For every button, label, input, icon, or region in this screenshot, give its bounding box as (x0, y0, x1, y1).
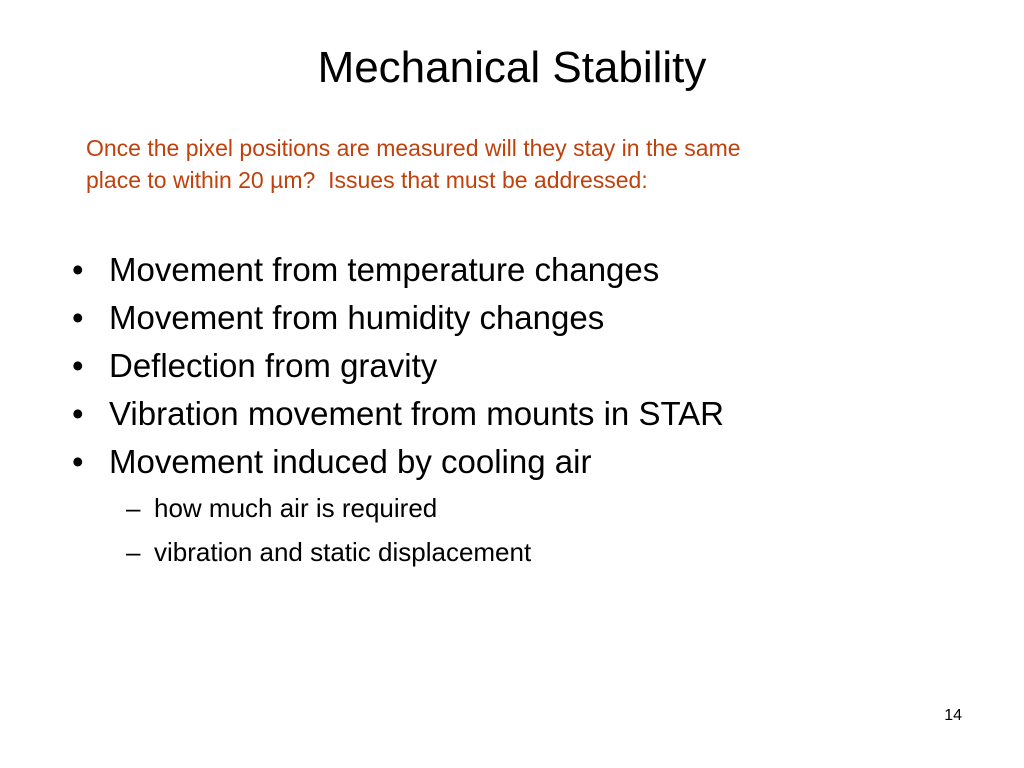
bullet-text: Movement induced by cooling air (109, 443, 592, 480)
bullet-marker: • (72, 395, 84, 432)
intro-text (86, 132, 916, 196)
bullet-text: Movement from humidity changes (109, 299, 605, 336)
sub-bullet-marker: – (126, 493, 141, 523)
bullet-marker: • (72, 251, 84, 288)
sub-bullet-text: vibration and static displacement (154, 537, 532, 567)
intro-line: place to within 20 µm? Issues that must be addressed: (86, 167, 648, 193)
bullet-item (0, 438, 1024, 486)
sub-bullet-text: how much air is required (154, 493, 438, 523)
bullet-item (0, 342, 1024, 390)
bullet-text: Deflection from gravity (109, 347, 438, 384)
bullet-item (0, 390, 1024, 438)
sub-bullet-item (0, 530, 1024, 574)
bullet-marker: • (72, 347, 84, 384)
bullet-list (0, 246, 1024, 574)
slide-title: Mechanical Stability (317, 43, 707, 92)
bullet-item (0, 246, 1024, 294)
sub-bullet-item (0, 486, 1024, 530)
sub-bullet-marker: – (126, 537, 141, 567)
bullet-text: Vibration movement from mounts in STAR (109, 395, 725, 432)
intro-line: Once the pixel positions are measured will they stay in the same (86, 135, 741, 161)
bullet-item (0, 294, 1024, 342)
bullet-marker: • (72, 443, 84, 480)
bullet-marker: • (72, 299, 84, 336)
page-number: 14 (944, 707, 962, 724)
bullet-text: Movement from temperature changes (109, 251, 660, 288)
